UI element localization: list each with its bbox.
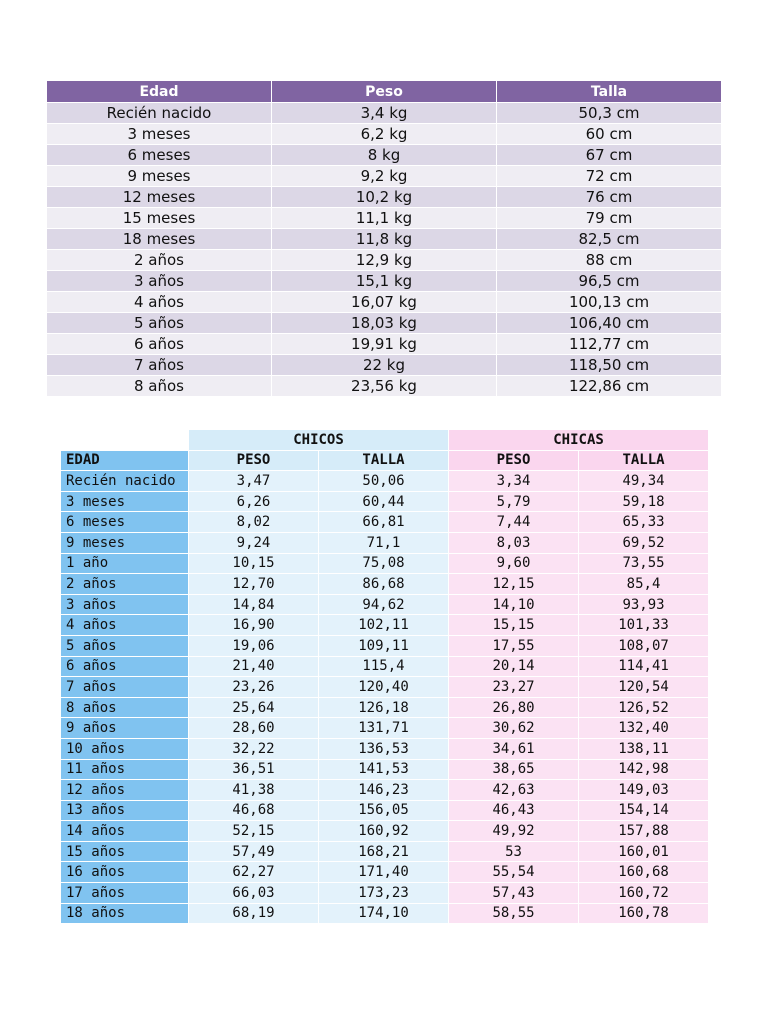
cell-girls-peso: 46,43	[449, 800, 579, 821]
table-row	[61, 718, 709, 739]
table-row	[61, 471, 709, 492]
table-row	[61, 677, 709, 698]
cell-girls-peso: 12,15	[449, 574, 579, 595]
cell-boys-peso: 25,64	[189, 697, 319, 718]
cell-edad: 13 años	[61, 800, 189, 821]
cell-edad: Recién nacido	[61, 471, 189, 492]
group-header-chicas: CHICAS	[449, 430, 709, 451]
cell-edad: 15 meses	[47, 208, 272, 229]
cell-talla: 72 cm	[497, 166, 722, 187]
cell-boys-peso: 32,22	[189, 738, 319, 759]
cell-boys-peso: 14,84	[189, 594, 319, 615]
table-row	[47, 229, 722, 250]
table-row	[47, 250, 722, 271]
cell-girls-peso: 58,55	[449, 903, 579, 924]
header-boys-talla: TALLA	[319, 450, 449, 471]
column-header-row	[61, 450, 709, 471]
growth-table-general	[46, 80, 722, 397]
group-header-row	[61, 430, 709, 451]
cell-boys-talla: 109,11	[319, 635, 449, 656]
header-edad: EDAD	[61, 450, 189, 471]
cell-girls-talla: 114,41	[579, 656, 709, 677]
table-row	[61, 532, 709, 553]
cell-girls-peso: 5,79	[449, 491, 579, 512]
cell-peso: 23,56 kg	[272, 376, 497, 397]
cell-boys-talla: 66,81	[319, 512, 449, 533]
table-row	[61, 738, 709, 759]
cell-boys-peso: 57,49	[189, 841, 319, 862]
cell-talla: 118,50 cm	[497, 355, 722, 376]
cell-edad: 4 años	[61, 615, 189, 636]
table-row	[61, 594, 709, 615]
cell-girls-peso: 23,27	[449, 677, 579, 698]
cell-edad: 12 años	[61, 780, 189, 801]
cell-peso: 3,4 kg	[272, 103, 497, 124]
cell-boys-talla: 120,40	[319, 677, 449, 698]
table-row	[47, 313, 722, 334]
cell-talla: 67 cm	[497, 145, 722, 166]
cell-boys-talla: 141,53	[319, 759, 449, 780]
cell-girls-peso: 30,62	[449, 718, 579, 739]
cell-boys-talla: 131,71	[319, 718, 449, 739]
cell-boys-peso: 3,47	[189, 471, 319, 492]
cell-girls-talla: 126,52	[579, 697, 709, 718]
cell-edad: 15 años	[61, 841, 189, 862]
cell-girls-talla: 160,78	[579, 903, 709, 924]
cell-talla: 76 cm	[497, 187, 722, 208]
cell-boys-peso: 52,15	[189, 821, 319, 842]
cell-edad: 12 meses	[47, 187, 272, 208]
cell-edad: 6 años	[47, 334, 272, 355]
table-row	[47, 334, 722, 355]
cell-girls-peso: 3,34	[449, 471, 579, 492]
cell-edad: 6 meses	[61, 512, 189, 533]
cell-boys-peso: 66,03	[189, 883, 319, 904]
cell-boys-talla: 146,23	[319, 780, 449, 801]
cell-boys-peso: 6,26	[189, 491, 319, 512]
cell-girls-talla: 149,03	[579, 780, 709, 801]
cell-girls-peso: 8,03	[449, 532, 579, 553]
header-peso: Peso	[272, 81, 497, 103]
header-boys-peso: PESO	[189, 450, 319, 471]
cell-girls-peso: 34,61	[449, 738, 579, 759]
growth-table-by-sex	[60, 429, 709, 924]
table-row	[47, 187, 722, 208]
cell-girls-talla: 108,07	[579, 635, 709, 656]
header-talla: Talla	[497, 81, 722, 103]
cell-edad: 5 años	[61, 635, 189, 656]
table-row	[47, 145, 722, 166]
table-row	[47, 292, 722, 313]
cell-girls-peso: 55,54	[449, 862, 579, 883]
cell-boys-peso: 21,40	[189, 656, 319, 677]
cell-peso: 11,1 kg	[272, 208, 497, 229]
cell-talla: 88 cm	[497, 250, 722, 271]
cell-boys-peso: 12,70	[189, 574, 319, 595]
cell-peso: 9,2 kg	[272, 166, 497, 187]
cell-boys-peso: 23,26	[189, 677, 319, 698]
table-row	[61, 800, 709, 821]
cell-peso: 6,2 kg	[272, 124, 497, 145]
cell-peso: 11,8 kg	[272, 229, 497, 250]
cell-girls-talla: 154,14	[579, 800, 709, 821]
cell-edad: 6 años	[61, 656, 189, 677]
table-body	[61, 471, 709, 924]
cell-boys-talla: 171,40	[319, 862, 449, 883]
cell-peso: 15,1 kg	[272, 271, 497, 292]
cell-edad: 10 años	[61, 738, 189, 759]
cell-peso: 19,91 kg	[272, 334, 497, 355]
cell-edad: 9 meses	[47, 166, 272, 187]
table-row	[61, 862, 709, 883]
cell-girls-talla: 93,93	[579, 594, 709, 615]
table-row	[61, 574, 709, 595]
table-row	[61, 491, 709, 512]
cell-boys-peso: 36,51	[189, 759, 319, 780]
cell-girls-peso: 53	[449, 841, 579, 862]
cell-edad: 18 años	[61, 903, 189, 924]
cell-talla: 96,5 cm	[497, 271, 722, 292]
table-body	[47, 103, 722, 397]
cell-boys-peso: 10,15	[189, 553, 319, 574]
table-header-row	[47, 81, 722, 103]
cell-boys-talla: 102,11	[319, 615, 449, 636]
cell-boys-peso: 8,02	[189, 512, 319, 533]
cell-girls-talla: 160,72	[579, 883, 709, 904]
cell-edad: 3 meses	[47, 124, 272, 145]
table-row	[47, 376, 722, 397]
cell-girls-peso: 17,55	[449, 635, 579, 656]
cell-edad: 3 meses	[61, 491, 189, 512]
cell-girls-talla: 101,33	[579, 615, 709, 636]
cell-girls-peso: 20,14	[449, 656, 579, 677]
cell-boys-talla: 50,06	[319, 471, 449, 492]
cell-boys-talla: 94,62	[319, 594, 449, 615]
group-header-chicos: CHICOS	[189, 430, 449, 451]
cell-edad: 9 años	[61, 718, 189, 739]
cell-girls-talla: 85,4	[579, 574, 709, 595]
table-row	[47, 166, 722, 187]
cell-edad: 7 años	[47, 355, 272, 376]
cell-girls-peso: 49,92	[449, 821, 579, 842]
cell-edad: 11 años	[61, 759, 189, 780]
table-row	[61, 697, 709, 718]
cell-girls-talla: 120,54	[579, 677, 709, 698]
cell-talla: 79 cm	[497, 208, 722, 229]
cell-edad: 2 años	[47, 250, 272, 271]
cell-boys-talla: 156,05	[319, 800, 449, 821]
cell-boys-peso: 62,27	[189, 862, 319, 883]
header-edad: Edad	[47, 81, 272, 103]
cell-girls-talla: 49,34	[579, 471, 709, 492]
cell-girls-talla: 73,55	[579, 553, 709, 574]
cell-boys-talla: 75,08	[319, 553, 449, 574]
cell-edad: 17 años	[61, 883, 189, 904]
cell-talla: 50,3 cm	[497, 103, 722, 124]
cell-boys-peso: 19,06	[189, 635, 319, 656]
cell-edad: 3 años	[61, 594, 189, 615]
cell-peso: 16,07 kg	[272, 292, 497, 313]
cell-boys-talla: 173,23	[319, 883, 449, 904]
cell-boys-peso: 46,68	[189, 800, 319, 821]
cell-boys-peso: 16,90	[189, 615, 319, 636]
cell-girls-talla: 160,68	[579, 862, 709, 883]
cell-girls-talla: 65,33	[579, 512, 709, 533]
table-row	[47, 355, 722, 376]
cell-girls-peso: 57,43	[449, 883, 579, 904]
table-row	[61, 821, 709, 842]
header-girls-talla: TALLA	[579, 450, 709, 471]
cell-talla: 82,5 cm	[497, 229, 722, 250]
cell-peso: 12,9 kg	[272, 250, 497, 271]
cell-girls-talla: 69,52	[579, 532, 709, 553]
cell-boys-peso: 68,19	[189, 903, 319, 924]
cell-edad: 8 años	[47, 376, 272, 397]
cell-girls-peso: 42,63	[449, 780, 579, 801]
cell-boys-talla: 86,68	[319, 574, 449, 595]
cell-girls-talla: 59,18	[579, 491, 709, 512]
cell-edad: 3 años	[47, 271, 272, 292]
cell-edad: 6 meses	[47, 145, 272, 166]
cell-boys-peso: 9,24	[189, 532, 319, 553]
cell-edad: Recién nacido	[47, 103, 272, 124]
cell-edad: 4 años	[47, 292, 272, 313]
empty-corner	[61, 430, 189, 451]
cell-edad: 8 años	[61, 697, 189, 718]
cell-peso: 22 kg	[272, 355, 497, 376]
table-row	[47, 124, 722, 145]
cell-edad: 5 años	[47, 313, 272, 334]
cell-girls-peso: 9,60	[449, 553, 579, 574]
cell-edad: 16 años	[61, 862, 189, 883]
cell-girls-talla: 157,88	[579, 821, 709, 842]
cell-girls-talla: 142,98	[579, 759, 709, 780]
cell-boys-talla: 115,4	[319, 656, 449, 677]
cell-talla: 112,77 cm	[497, 334, 722, 355]
cell-boys-talla: 174,10	[319, 903, 449, 924]
cell-girls-talla: 160,01	[579, 841, 709, 862]
cell-boys-talla: 160,92	[319, 821, 449, 842]
cell-edad: 14 años	[61, 821, 189, 842]
cell-girls-peso: 7,44	[449, 512, 579, 533]
table-row	[61, 553, 709, 574]
cell-talla: 106,40 cm	[497, 313, 722, 334]
cell-girls-talla: 132,40	[579, 718, 709, 739]
cell-edad: 7 años	[61, 677, 189, 698]
table-row	[47, 271, 722, 292]
cell-edad: 1 año	[61, 553, 189, 574]
cell-boys-talla: 126,18	[319, 697, 449, 718]
cell-girls-peso: 26,80	[449, 697, 579, 718]
cell-boys-talla: 136,53	[319, 738, 449, 759]
cell-boys-peso: 28,60	[189, 718, 319, 739]
table-row	[61, 635, 709, 656]
cell-peso: 10,2 kg	[272, 187, 497, 208]
table-row	[61, 512, 709, 533]
cell-edad: 9 meses	[61, 532, 189, 553]
header-girls-peso: PESO	[449, 450, 579, 471]
cell-girls-peso: 15,15	[449, 615, 579, 636]
cell-girls-talla: 138,11	[579, 738, 709, 759]
cell-girls-peso: 14,10	[449, 594, 579, 615]
cell-talla: 60 cm	[497, 124, 722, 145]
cell-boys-talla: 168,21	[319, 841, 449, 862]
table-row	[61, 615, 709, 636]
table-row	[61, 780, 709, 801]
table-row	[47, 208, 722, 229]
cell-edad: 2 años	[61, 574, 189, 595]
table-row	[47, 103, 722, 124]
cell-boys-talla: 71,1	[319, 532, 449, 553]
cell-girls-peso: 38,65	[449, 759, 579, 780]
cell-boys-peso: 41,38	[189, 780, 319, 801]
cell-peso: 8 kg	[272, 145, 497, 166]
cell-talla: 100,13 cm	[497, 292, 722, 313]
table-row	[61, 903, 709, 924]
cell-peso: 18,03 kg	[272, 313, 497, 334]
cell-boys-talla: 60,44	[319, 491, 449, 512]
cell-talla: 122,86 cm	[497, 376, 722, 397]
table-row	[61, 883, 709, 904]
table-row	[61, 841, 709, 862]
table-row	[61, 759, 709, 780]
table-row	[61, 656, 709, 677]
cell-edad: 18 meses	[47, 229, 272, 250]
